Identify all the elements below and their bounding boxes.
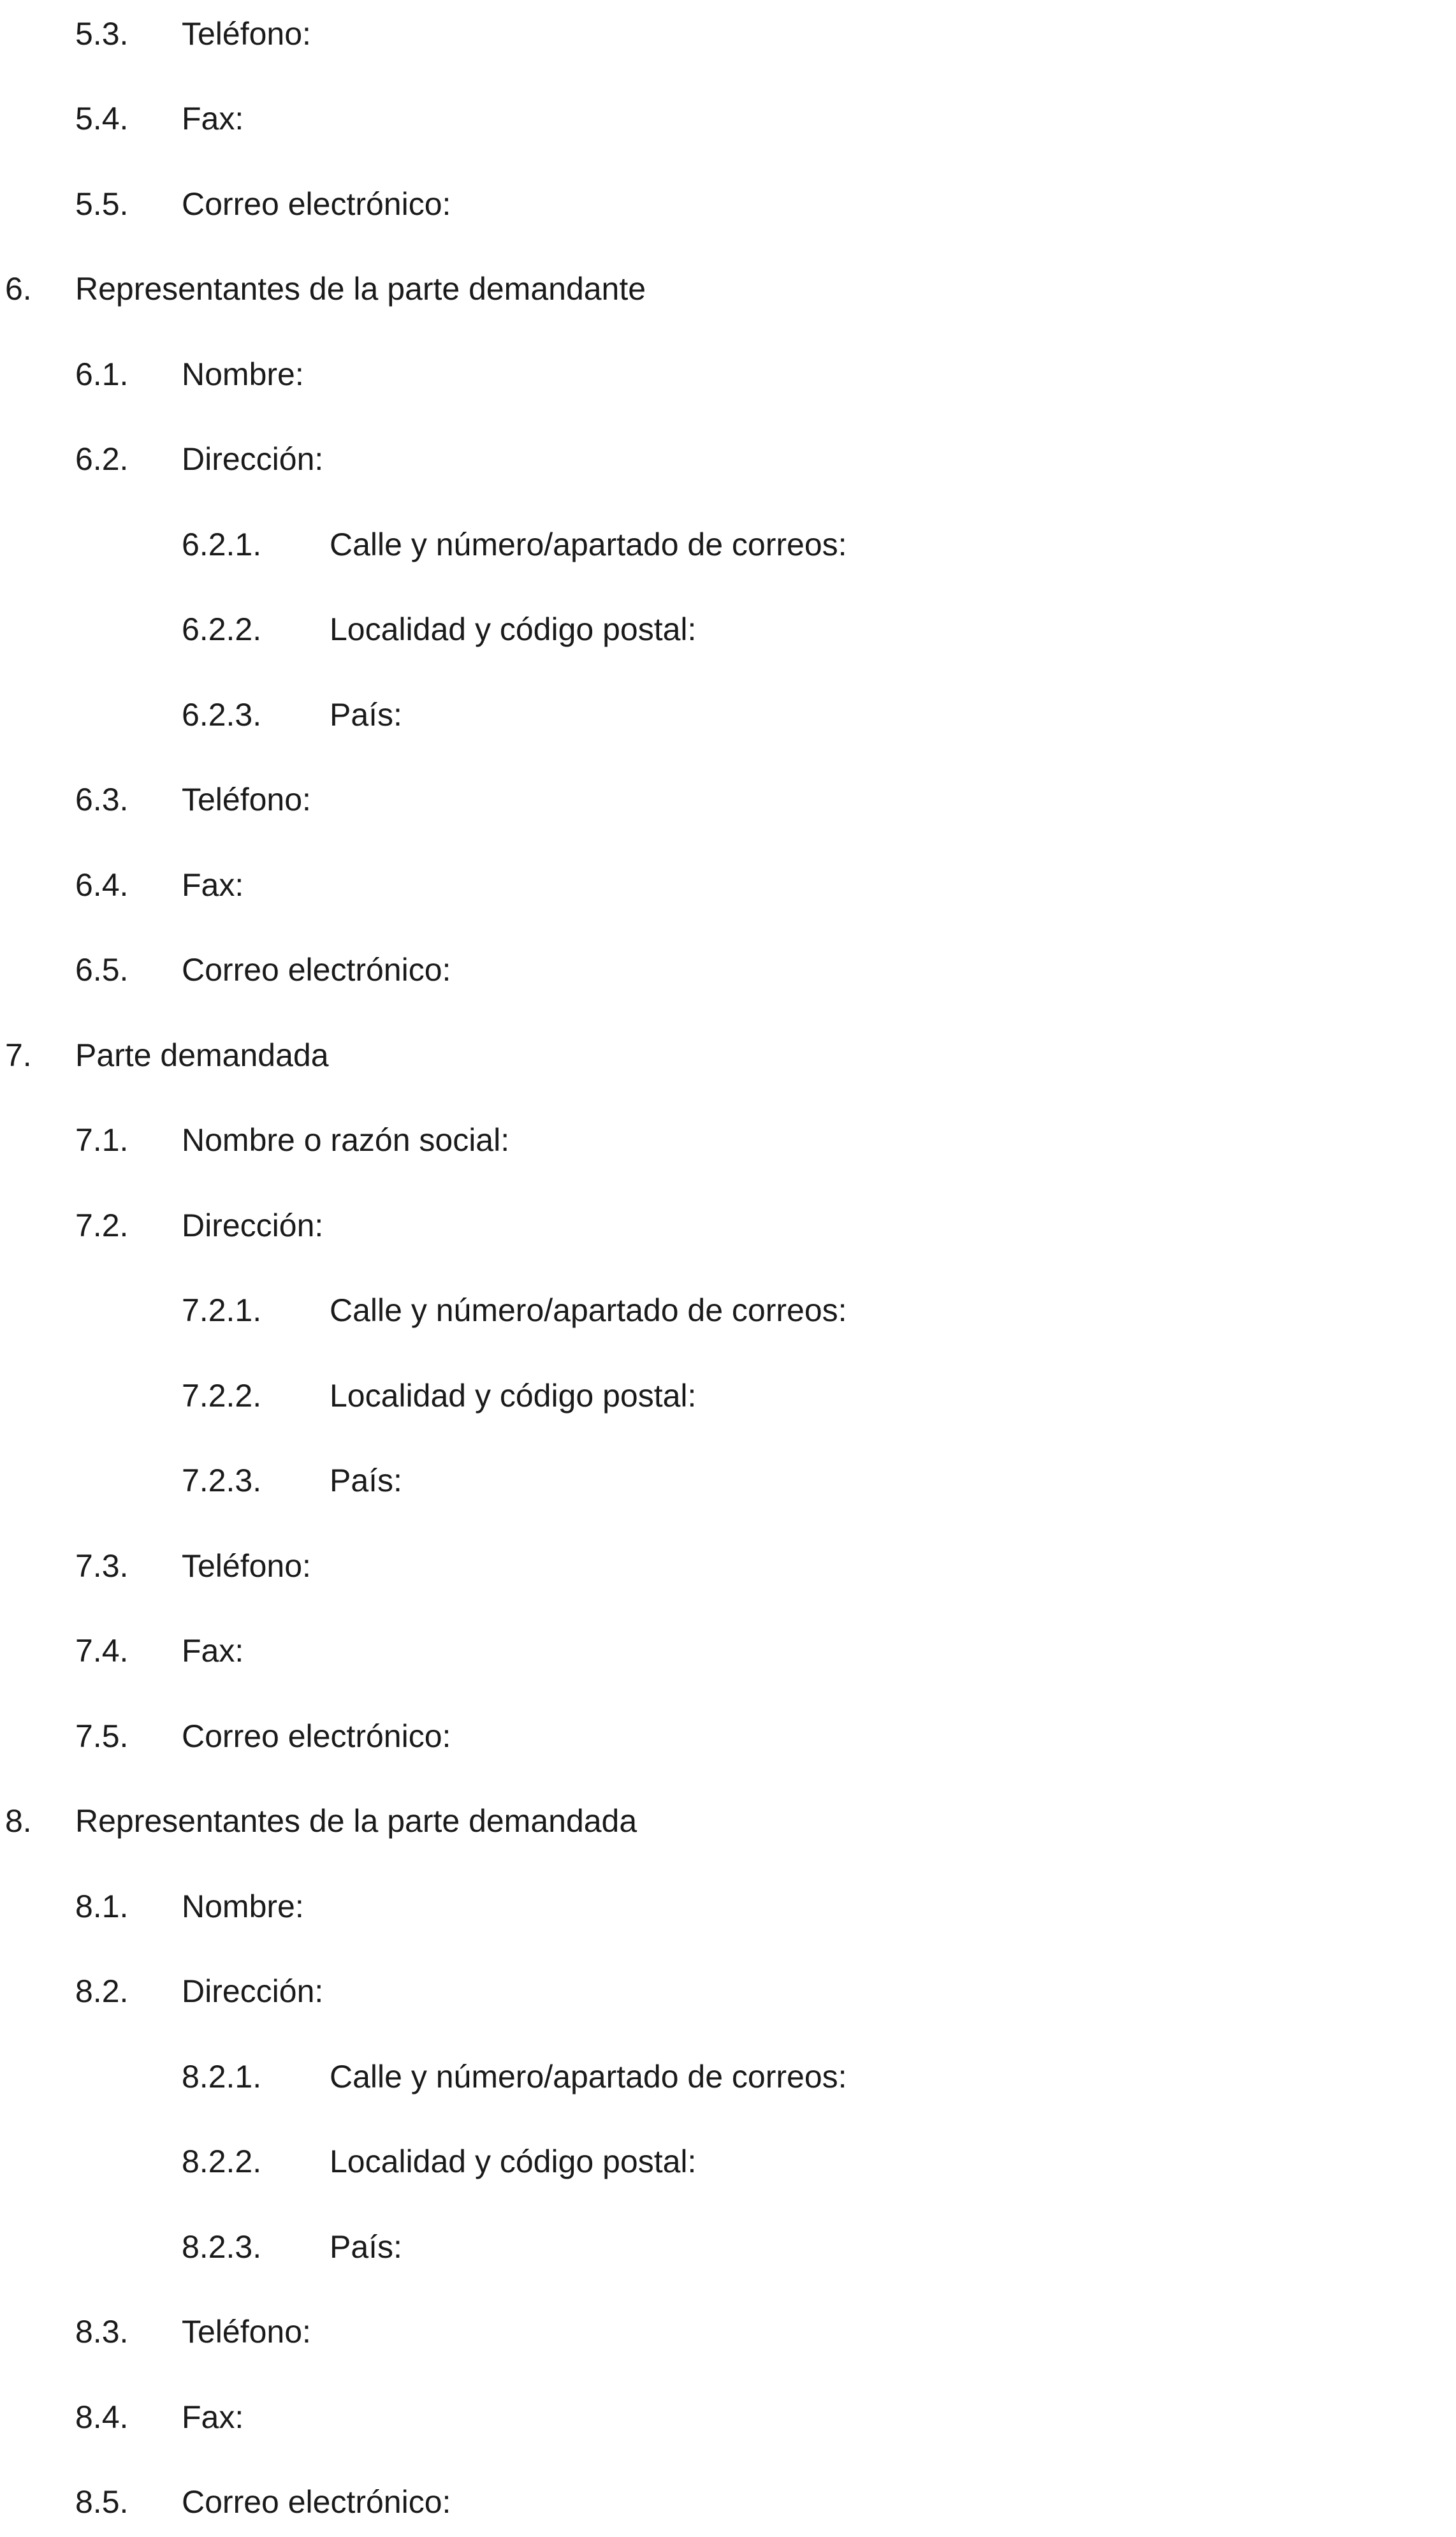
item-label: Correo electrónico: [182, 186, 451, 222]
item-number: 6.2. [75, 441, 129, 477]
section-number: 6. [5, 271, 32, 307]
item-number: 6.2.3. [182, 697, 262, 733]
item-label: Teléfono: [182, 16, 311, 52]
item-number: 7.5. [75, 1718, 129, 1754]
item-number: 7.1. [75, 1122, 129, 1158]
item-label: Dirección: [182, 1973, 324, 2009]
item-label: Fax: [182, 2399, 244, 2435]
item-number: 5.4. [75, 101, 129, 136]
item-number: 7.2. [75, 1208, 129, 1243]
item-number: 7.2.2. [182, 1378, 262, 1414]
item-label: Nombre: [182, 356, 304, 392]
item-number: 6.4. [75, 867, 129, 903]
item-number: 5.5. [75, 186, 129, 222]
item-number: 7.3. [75, 1548, 129, 1584]
section-title: Representantes de la parte demandante [75, 271, 646, 307]
item-number: 6.2.1. [182, 527, 262, 562]
item-number: 7.4. [75, 1633, 129, 1669]
item-label: Correo electrónico: [182, 2484, 451, 2520]
item-label: Correo electrónico: [182, 952, 451, 988]
item-number: 8.2.1. [182, 2059, 262, 2095]
item-label: Dirección: [182, 1208, 324, 1243]
item-number: 8.2.2. [182, 2144, 262, 2179]
item-label: Teléfono: [182, 2314, 311, 2350]
item-label: Teléfono: [182, 1548, 311, 1584]
item-number: 8.2. [75, 1973, 129, 2009]
section-number: 7. [5, 1037, 32, 1073]
item-label: Localidad y código postal: [330, 611, 697, 647]
item-label: Calle y número/apartado de correos: [330, 2059, 847, 2095]
item-number: 6.2.2. [182, 611, 262, 647]
item-label: Localidad y código postal: [330, 2144, 697, 2179]
item-label: País: [330, 2229, 402, 2265]
section-title: Parte demandada [75, 1037, 329, 1073]
item-label: Nombre o razón social: [182, 1122, 510, 1158]
item-label: Fax: [182, 101, 244, 136]
item-number: 8.4. [75, 2399, 129, 2435]
item-label: Localidad y código postal: [330, 1378, 697, 1414]
item-label: Calle y número/apartado de correos: [330, 1292, 847, 1328]
item-label: Teléfono: [182, 782, 311, 817]
item-number: 6.3. [75, 782, 129, 817]
item-number: 8.1. [75, 1889, 129, 1924]
item-number: 5.3. [75, 16, 129, 52]
item-label: Fax: [182, 867, 244, 903]
item-number: 6.1. [75, 356, 129, 392]
item-number: 7.2.1. [182, 1292, 262, 1328]
item-number: 6.5. [75, 952, 129, 988]
item-number: 8.5. [75, 2484, 129, 2520]
item-label: País: [330, 1463, 402, 1498]
section-title: Representantes de la parte demandada [75, 1803, 637, 1839]
item-label: Correo electrónico: [182, 1718, 451, 1754]
item-number: 8.2.3. [182, 2229, 262, 2265]
item-label: Calle y número/apartado de correos: [330, 527, 847, 562]
item-number: 8.3. [75, 2314, 129, 2350]
section-number: 8. [5, 1803, 32, 1839]
item-label: Dirección: [182, 441, 324, 477]
item-label: País: [330, 697, 402, 733]
item-label: Fax: [182, 1633, 244, 1669]
item-label: Nombre: [182, 1889, 304, 1924]
item-number: 7.2.3. [182, 1463, 262, 1498]
